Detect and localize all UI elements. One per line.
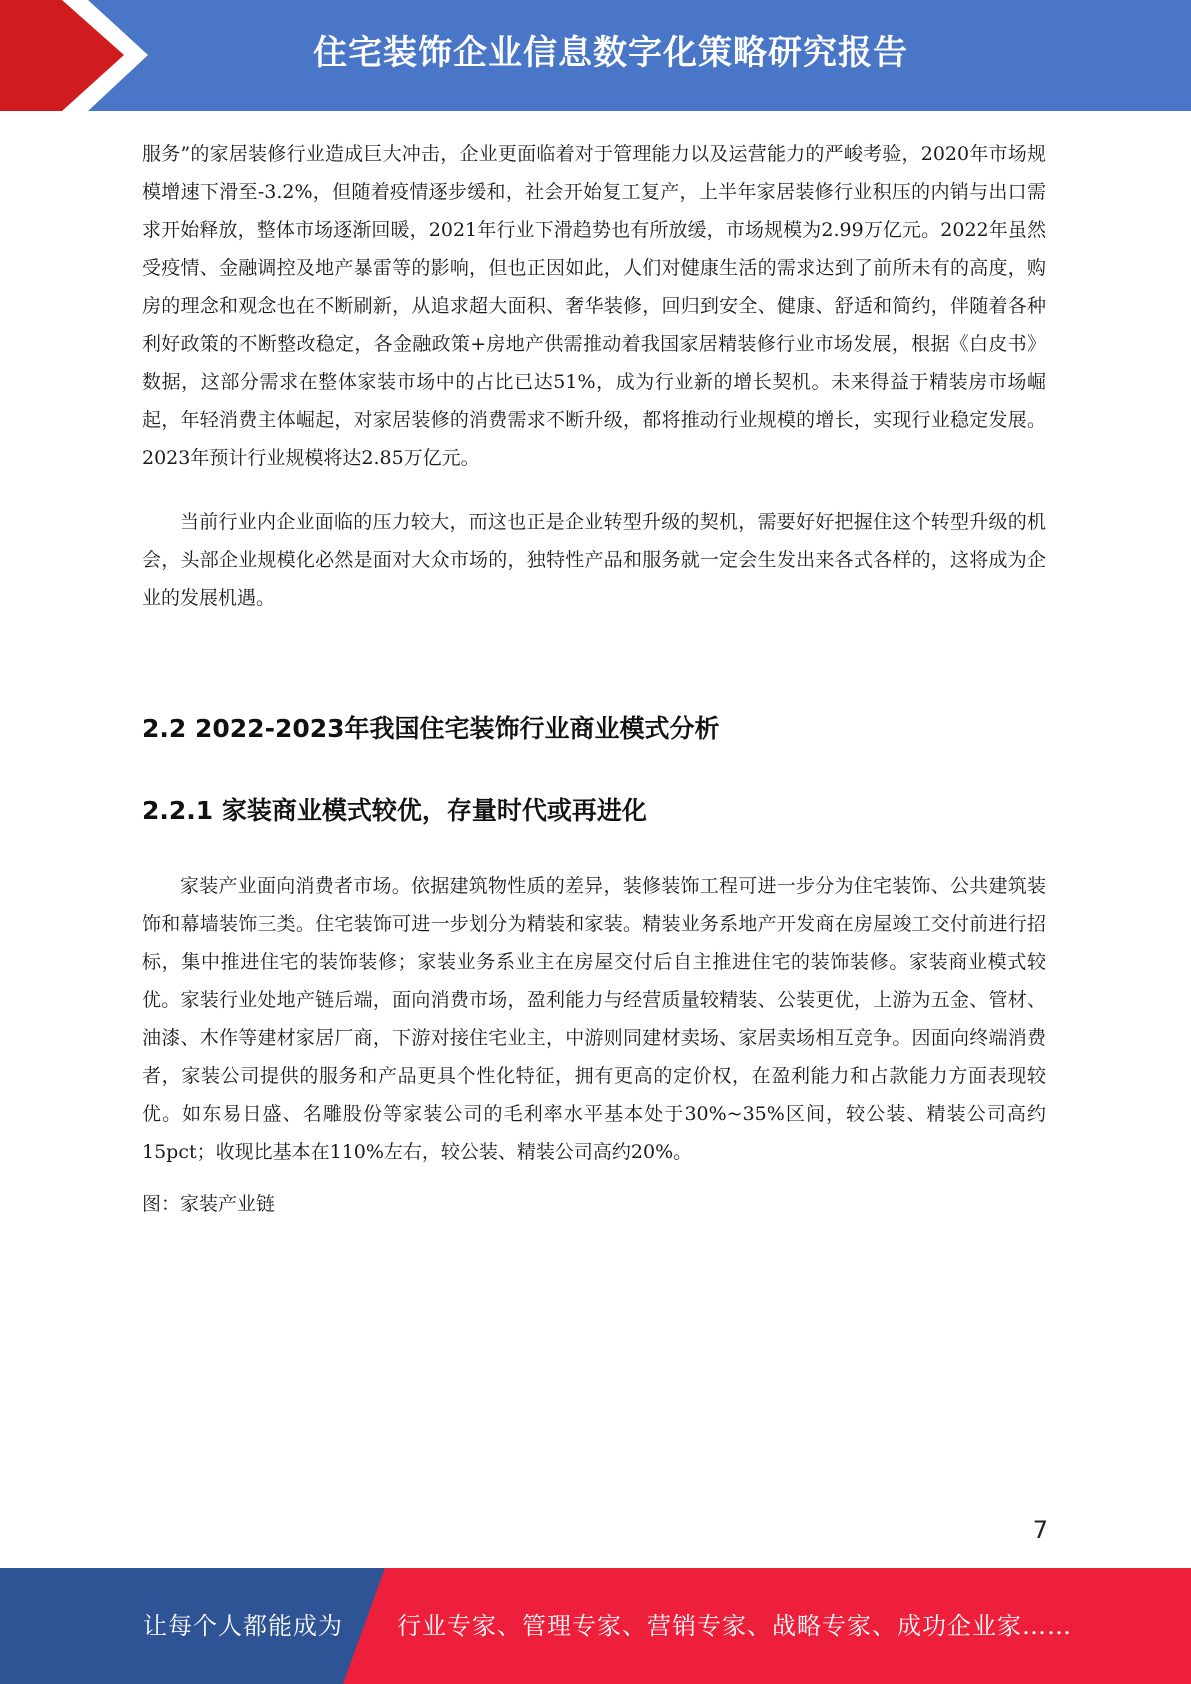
figure-caption: 图：家装产业链 (142, 1193, 276, 1215)
footer-slogan-right: 行业专家、管理专家、营销专家、战略专家、成功企业家…… (397, 1612, 1072, 1640)
page-header (0, 0, 1191, 111)
page-number: 7 (1032, 1516, 1048, 1544)
body-paragraph: 服务”的家居装修行业造成巨大冲击，企业更面临着对于管理能力以及运营能力的严峻考验，2020年市场规模增速下滑至-3.2%，但随着疫情逐步缓和，社会开始复工复产，上半年家居装修行业积压的内销与出口需求开始释放，整体市场逐渐回暖，2021年行业下滑趋势也有所放缓，市场规模为2.99万亿元。2022年虽然受疫情、金融调控及地产暴雷等的影响，但也正因如此，人们对健康生活的需求达到了前所未有的高度，购房的理念和观念也在不断刷新，从追求超大面积、奢华装修，回归到安全、健康、舒适和简约，伴随着各种利好政策的不断整改稳定，各金融政策+房地产供需推动着我国家居精装修行业市场发展，根据《白皮书》数据，这部分需求在整体家装市场中的占比已达51%，成为行业新的增长契机。未来得益于精装房市场崛起，年轻消费主体崛起，对家居装修的消费需求不断升级，都将推动行业规模的增长，实现行业稳定发展。2023年预计行业规模将达2.85万亿元。 (142, 143, 1046, 469)
section-heading: 2.2 2022-2023年我国住宅装饰行业商业模式分析 (142, 714, 720, 743)
document-body (142, 135, 1046, 1223)
report-title: 住宅装饰企业信息数字化策略研究报告 (313, 33, 908, 73)
page-footer (0, 1568, 1191, 1684)
body-paragraph: 家装产业面向消费者市场。依据建筑物性质的差异，装修装饰工程可进一步分为住宅装饰、公共建筑装饰和幕墙装饰三类。住宅装饰可进一步划分为精装和家装。精装业务系地产开发商在房屋竣工交付前进行招标，集中推进住宅的装饰装修；家装业务系业主在房屋交付后自主推进住宅的装饰装修。家装商业模式较优。家装行业处地产链后端，面向消费市场，盈利能力与经营质量较精装、公装更优，上游为五金、管材、油漆、木作等建材家居厂商，下游对接住宅业主，中游则同建材卖场、家居卖场相互竞争。因面向终端消费者，家装公司提供的服务和产品更具个性化特征，拥有更高的定价权，在盈利能力和占款能力方面表现较优。如东易日盛、名雕股份等家装公司的毛利率水平基本处于30%~35%区间，较公装、精装公司高约15pct；收现比基本在110%左右，较公装、精装公司高约20%。 (142, 875, 1046, 1163)
body-paragraph: 当前行业内企业面临的压力较大，而这也正是企业转型升级的契机，需要好好把握住这个转型升级的机会，头部企业规模化必然是面对大众市场的，独特性产品和服务就一定会生发出来各式各样的，这将成为企业的发展机遇。 (142, 511, 1046, 609)
footer-slogan-left: 让每个人都能成为 (143, 1612, 343, 1640)
subsection-heading: 2.2.1 家装商业模式较优，存量时代或再进化 (142, 796, 647, 825)
